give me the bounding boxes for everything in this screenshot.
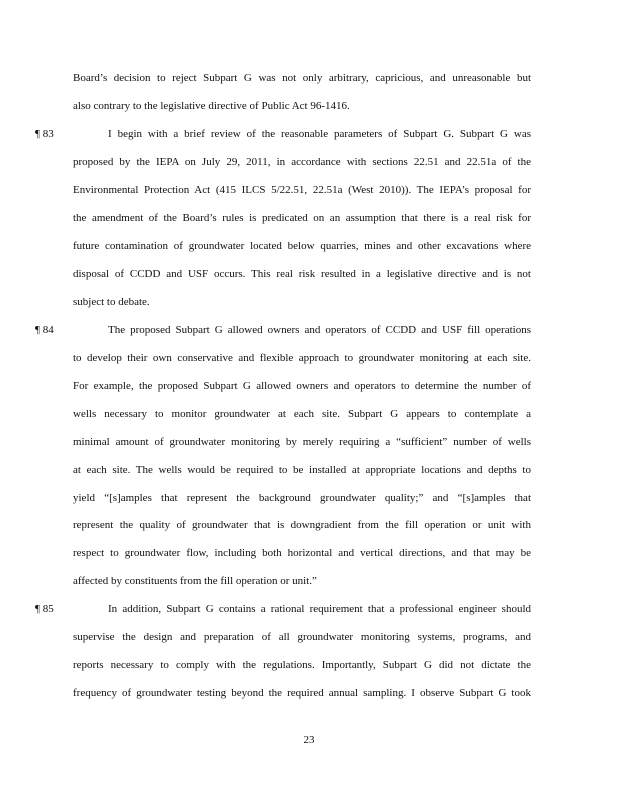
text-line: affected by constituents from the fill operation or unit.” xyxy=(73,575,317,587)
text-line: reports necessary to comply with the regulations. Importantly, Subpart G did not dictate the xyxy=(73,659,531,671)
text-line: at each site. The wells would be required to be installed at appropriate locations and depths to xyxy=(73,464,531,476)
text-line: The proposed Subpart G allowed owners and operators of CCDD and USF fill operations xyxy=(108,324,531,336)
text-line: I begin with a brief review of the reasonable parameters of Subpart G. Subpart G was xyxy=(108,128,531,140)
text-line: minimal amount of groundwater monitoring by merely requiring a “sufficient” number of wells xyxy=(73,436,531,448)
text-line: wells necessary to monitor groundwater at each site. Subpart G appears to contemplate a xyxy=(73,408,531,420)
text-line: the amendment of the Board’s rules is predicated on an assumption that there is a real risk for xyxy=(73,212,531,224)
text-line: frequency of groundwater testing beyond the required annual sampling. I observe Subpart G took xyxy=(73,687,531,699)
text-line: future contamination of groundwater located below quarries, mines and other excavations where xyxy=(73,240,531,252)
text-line: disposal of CCDD and USF occurs. This real risk resulted in a legislative directive and is not xyxy=(73,268,531,280)
page-number: 23 xyxy=(303,734,315,746)
text-line: Board’s decision to reject Subpart G was not only arbitrary, capricious, and unreasonable but xyxy=(73,72,531,84)
text-line: to develop their own conservative and flexible approach to groundwater monitoring at each site. xyxy=(73,352,531,364)
text-line: represent the quality of groundwater that is downgradient from the fill operation or unit with xyxy=(73,519,531,531)
paragraph-marker: ¶ 85 xyxy=(35,603,54,615)
text-line: In addition, Subpart G contains a rational requirement that a professional engineer should xyxy=(108,603,531,615)
text-line: proposed by the IEPA on July 29, 2011, in accordance with sections 22.51 and 22.51a of the xyxy=(73,156,531,168)
text-line: For example, the proposed Subpart G allowed owners and operators to determine the number of xyxy=(73,380,531,392)
text-line: subject to debate. xyxy=(73,296,150,308)
text-line: respect to groundwater flow, including both horizontal and vertical directions, and that may be xyxy=(73,547,531,559)
paragraph-marker: ¶ 84 xyxy=(35,324,54,336)
text-line: yield “[s]amples that represent the background groundwater quality;” and “[s]amples that xyxy=(73,492,531,504)
text-line: Environmental Protection Act (415 ILCS 5/22.51, 22.51a (West 2010)). The IEPA’s proposal for xyxy=(73,184,531,196)
text-line: supervise the design and preparation of all groundwater monitoring systems, programs, and xyxy=(73,631,531,643)
text-line: also contrary to the legislative directive of Public Act 96-1416. xyxy=(73,100,350,112)
paragraph-marker: ¶ 83 xyxy=(35,128,54,140)
